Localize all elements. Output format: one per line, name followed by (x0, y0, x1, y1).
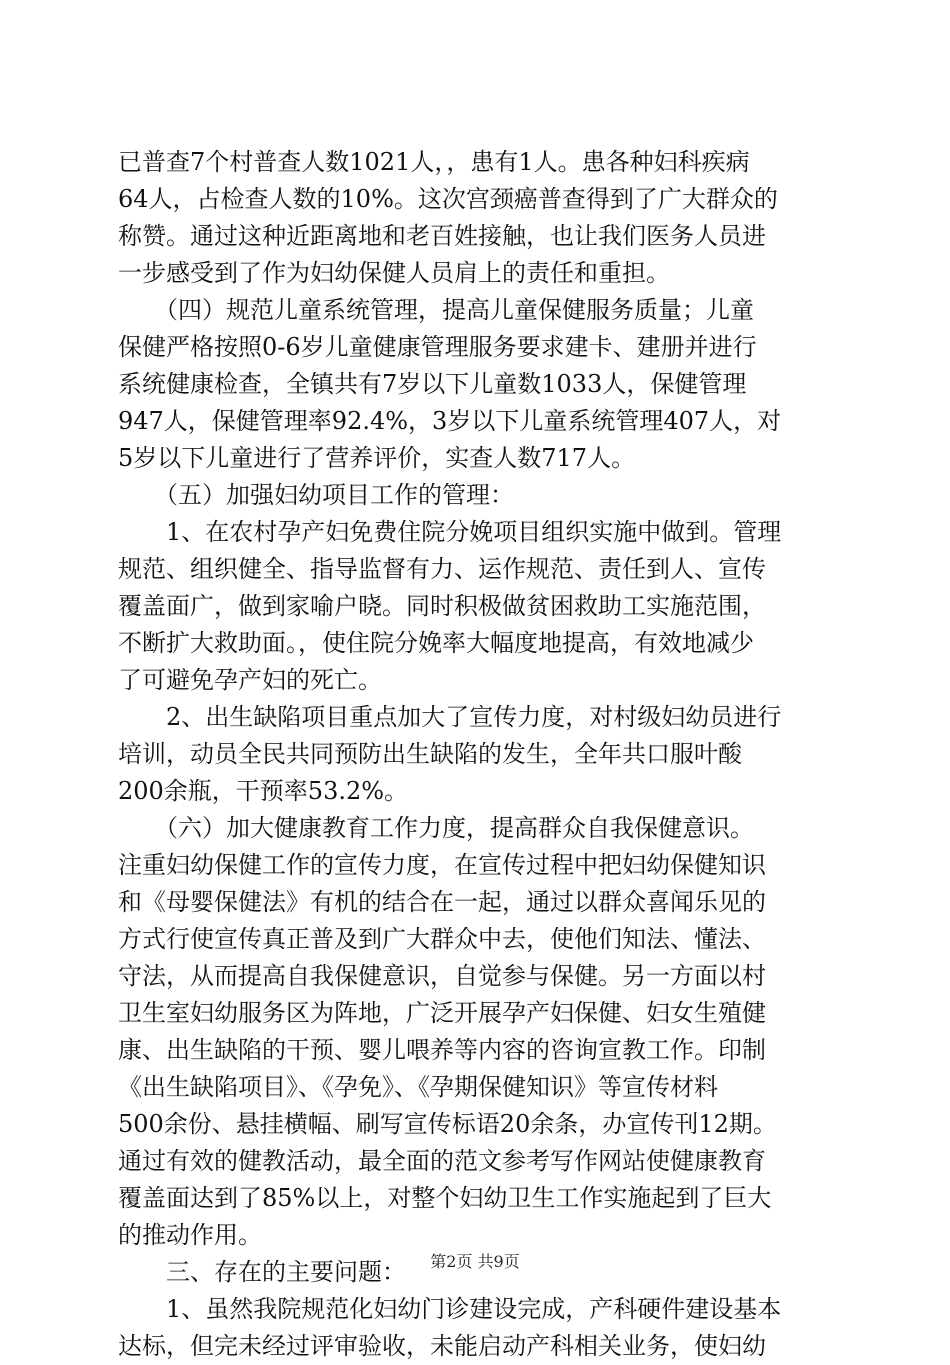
text-line: 达标，但完未经过评审验收，未能启动产科相关业务，使妇幼 (118, 1332, 766, 1360)
document-body (118, 144, 830, 1365)
text-line: 不断扩大救助面。，使住院分娩率大幅度地提高，有效地减少 (118, 629, 754, 657)
text-line: 《出生缺陷项目》、《孕免》、《孕期保健知识》等宣传材料 (118, 1073, 718, 1101)
text-line: 5岁以下儿童进行了营养评价，实查人数717人。 (118, 444, 636, 472)
text-line: 康、出生缺陷的干预、婴儿喂养等内容的咨询宣教工作。印制 (118, 1036, 766, 1064)
text-line: （六）加大健康教育工作力度，提高群众自我保健意识。 (118, 814, 754, 842)
text-line: 已普查7个村普查人数1021人，，患有1人。患各种妇科疾病 (118, 148, 750, 176)
text-line: 守法，从而提高自我保健意识，自觉参与保健。另一方面以村 (118, 962, 766, 990)
text-line: 一步感受到了作为妇幼保健人员肩上的责任和重担。 (118, 259, 670, 287)
text-line: 947人，保健管理率92.4%，3岁以下儿童系统管理407人，对 (118, 407, 782, 435)
page-footer (0, 1252, 950, 1272)
text-line: 保健严格按照0-6岁儿童健康管理服务要求建卡、建册并进行 (118, 333, 757, 361)
text-line: 500余份、悬挂横幅、刷写宣传标语20余条，办宣传刊12期。 (118, 1110, 777, 1138)
text-line: （五）加强妇幼项目工作的管理： (118, 481, 514, 509)
text-line: 规范、组织健全、指导监督有力、运作规范、责任到人、宣传 (118, 555, 766, 583)
text-line: 系统健康检查，全镇共有7岁以下儿童数1033人，保健管理 (118, 370, 747, 398)
text-line: 覆盖面广，做到家喻户晓。同时积极做贫困救助工实施范围， (118, 592, 766, 620)
text-line: 覆盖面达到了85%以上，对整个妇幼卫生工作实施起到了巨大 (118, 1184, 772, 1212)
text-line: 的推动作用。 (118, 1221, 262, 1249)
text-line: 1、虽然我院规范化妇幼门诊建设完成，产科硬件建设基本 (118, 1295, 782, 1323)
page-number-label: 第2页 共9页 (430, 1252, 520, 1271)
text-line: 称赞。通过这种近距离地和老百姓接触，也让我们医务人员进 (118, 222, 766, 250)
text-line: 注重妇幼保健工作的宣传力度，在宣传过程中把妇幼保健知识 (118, 851, 766, 879)
text-line: 三、存在的主要问题： (118, 1258, 406, 1286)
text-line: 和《母婴保健法》有机的结合在一起，通过以群众喜闻乐见的 (118, 888, 766, 916)
text-line: 培训，动员全民共同预防出生缺陷的发生，全年共口服叶酸 (118, 740, 742, 768)
text-line: 卫生室妇幼服务区为阵地，广泛开展孕产妇保健、妇女生殖健 (118, 999, 766, 1027)
text-line: 200余瓶，干预率53.2%。 (118, 777, 409, 805)
text-line: 64人，占检查人数的10%。这次宫颈癌普查得到了广大群众的 (118, 185, 778, 213)
text-line: 2、出生缺陷项目重点加大了宣传力度，对村级妇幼员进行 (118, 703, 782, 731)
text-line: 通过有效的健教活动，最全面的范文参考写作网站使健康教育 (118, 1147, 766, 1175)
text-line: 方式行使宣传真正普及到广大群众中去，使他们知法、懂法、 (118, 925, 766, 953)
text-line: （四）规范儿童系统管理，提高儿童保健服务质量；儿童 (118, 296, 754, 324)
text-line: 1、在农村孕产妇免费住院分娩项目组织实施中做到。管理 (118, 518, 782, 546)
text-line: 了可避免孕产妇的死亡。 (118, 666, 382, 694)
